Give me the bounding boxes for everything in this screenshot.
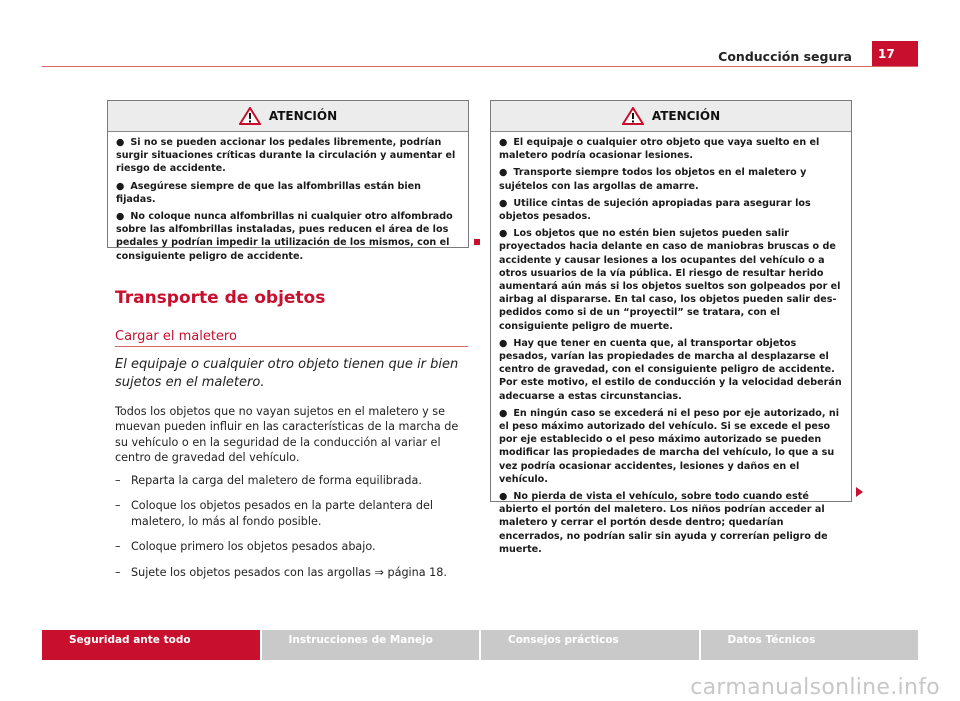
warning-header: [108, 101, 468, 132]
warning-item: ● No pierda de vista el vehículo, sobre todo cuando esté abierto el portón del maletero. Los niños podrían acceder al maletero y cerrar el portón desde dentro; quedarían encerrados, no podrían salir sin ayuda y correrían peligro de muerte.: [499, 491, 828, 555]
tab-consejos[interactable]: Consejos prácticos: [481, 630, 699, 660]
end-of-warning-marker: [474, 239, 480, 245]
warning-box-pedals: [107, 100, 469, 262]
warning-header: [491, 101, 851, 132]
warning-heading: ATENCIÓN: [268, 109, 338, 123]
watermark: carmanualsonline.info: [690, 675, 940, 700]
warning-item: ● Asegúrese siempre de que las alfombrillas están bien fijadas.: [116, 180, 421, 205]
running-header-title: Conducción segura: [718, 49, 852, 64]
body-paragraph: Todos los objetos que no vayan sujetos en el maletero y se muevan pueden influir en las características de la marcha de su vehículo o en la seguridad de la conducción al variar el centro de gravedad del vehículo.: [115, 405, 459, 465]
tab-datos[interactable]: Datos Técnicos: [701, 630, 919, 660]
section-title: Transporte de objetos: [115, 288, 326, 308]
footer-nav: [42, 630, 918, 660]
warning-body: [108, 132, 468, 271]
list-item: – Sujete los objetos pesados con las argollas ⇒ página 18.: [115, 565, 447, 579]
subsection-title: Cargar el maletero: [115, 329, 237, 344]
list-item: – Coloque los objetos pesados en la parte delantera del maletero, lo más al fondo posible.: [115, 499, 433, 528]
warning-item: ● Los objetos que no estén bien sujetos pueden salir proyectados hacia delante en caso de maniobras bruscas o de accidente y causar lesiones a los ocupantes del vehículo o a otros usuarios de la vía pública. El riesgo de resultar herido aumentará aún más si los objetos sueltos son golpeados por el airbag al dispararse. En tal caso, los objetos pueden salir despedidos como si de un “proyectil” se tratara, con el consiguiente peligro de muerte.: [499, 228, 841, 332]
warning-item: ● Si no se pueden accionar los pedales libremente, podrían surgir situaciones críticas durante la circulación y aumentar el riesgo de accidente.: [116, 137, 456, 175]
list-item: – Reparta la carga del maletero de forma equilibrada.: [115, 474, 422, 487]
tab-seguridad[interactable]: Seguridad ante todo: [42, 630, 260, 660]
warning-item: ● Utilice cintas de sujeción apropiadas para asegurar los objetos pesados.: [499, 197, 811, 223]
page-number: 17: [872, 41, 918, 67]
warning-item: ● No coloque nunca alfombrillas ni cualquier otro alfombrado sobre las alfombrillas instaladas, pues reducen el área de los pedales y podrían impedir la utilización de los mismos, con el consiguiente peligro de accidente.: [116, 211, 453, 262]
subsection-rule: [115, 346, 468, 347]
warning-item: ● El equipaje o cualquier otro objeto que vaya suelto en el maletero podría ocasionar lesiones.: [499, 137, 820, 162]
warning-triangle-icon: [239, 107, 261, 125]
warning-heading: ATENCIÓN: [651, 109, 721, 123]
header-rule: [42, 66, 918, 67]
warning-item: ● Hay que tener en cuenta que, al transportar objetos pesados, varían las propiedades de marcha al desplazarse el centro de gravedad, con el consiguiente peligro de accidente. Por este motivo, el estilo de conducción y la velocidad deberán adecuarse a estas circunstancias.: [499, 337, 842, 402]
list-item: – Coloque primero los objetos pesados abajo.: [115, 540, 376, 554]
lead-paragraph: El equipaje o cualquier otro objeto tienen que ir bien sujetos en el maletero.: [115, 357, 459, 390]
warning-box-luggage: [490, 100, 852, 555]
warning-triangle-icon: [622, 107, 644, 125]
warning-body: [491, 132, 851, 564]
warning-item: ● En ningún caso se excederá ni el peso por eje autorizado, ni el peso máximo autorizado del vehículo. Si se excede el peso por eje establecido o el peso máximo autorizado se pueden modificar las propiedades de marcha del vehículo, lo que a su vez podría ocasionar accidentes, lesiones y daños en el vehículo.: [499, 407, 839, 485]
steps-list: [115, 473, 470, 590]
continue-arrow-icon: [856, 487, 863, 497]
tab-instrucciones[interactable]: Instrucciones de Manejo: [262, 630, 480, 660]
warning-item: ● Transporte siempre todos los objetos en el maletero y sujételos con las argollas de amarre.: [499, 167, 807, 192]
